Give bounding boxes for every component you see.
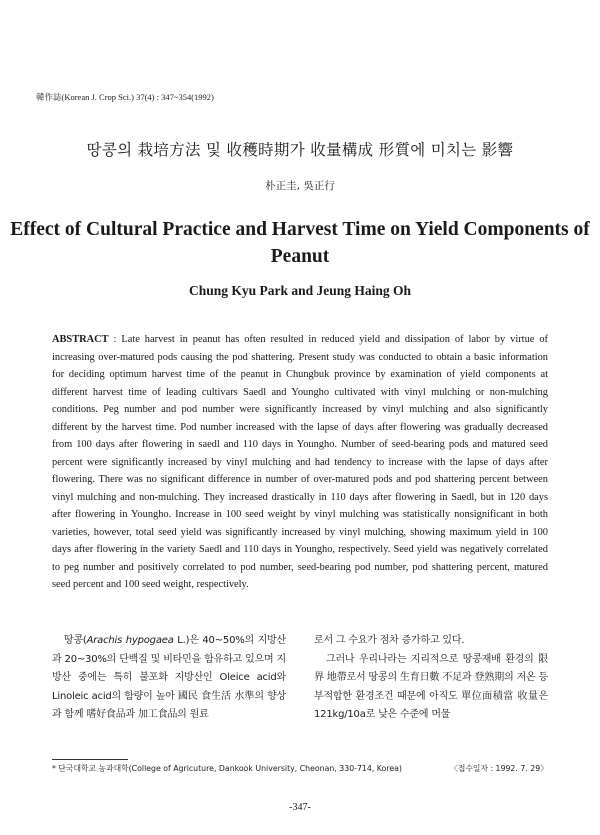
footnote-received-date: 〈접수일자 : 1992. 7. 29〉 — [450, 764, 548, 773]
footnote — [52, 763, 548, 774]
abstract — [52, 331, 548, 594]
english-title: Effect of Cultural Practice and Harvest Time on Yield Components of Peanut — [10, 219, 590, 267]
korean-title: 땅콩의 栽培方法 및 收穫時期가 收量構成 形質에 미치는 影響 — [86, 141, 514, 159]
journal-reference: 韓作誌(Korean J. Crop Sci.) 37(4) : 347~354(1992) — [36, 92, 214, 102]
body-column-right — [314, 632, 548, 725]
abstract-label: ABSTRACT — [52, 334, 109, 345]
intro-paragraph — [52, 632, 286, 725]
korean-authors: 朴正圭, 吳正行 — [265, 180, 335, 192]
intro-paragraph-continued: 로서 그 수요가 점차 증가하고 있다. — [314, 635, 465, 646]
abstract-separator: : — [108, 334, 122, 345]
scientific-name: Arachis hypogaea — [86, 635, 174, 646]
intro-text-start: 땅콩( — [64, 635, 87, 646]
footnote-affiliation: * 단국대학교 농과대학(College of Agricuture, Dankook University, Cheonan, 330-714, Korea) — [52, 764, 402, 773]
page-number: -347- — [289, 802, 311, 813]
footnote-rule — [52, 759, 128, 760]
english-authors: Chung Kyu Park and Jeung Haing Oh — [188, 283, 412, 298]
abstract-text: Late harvest in peanut has often resulted in reduced yield and dissipation of labor by virtue of increasing over-matured pods causing the pod shattering. Present study was conducted to obtain a basic information for deciding optimum harvest time of the peanut in Chungbuk province by examination of yield components at different harvest time of leading cultivars Saedl and Youngho cultivated with vinyl mulching or non-mulching conditions. Peg number and pod number were significantly increased by vinyl mulching and also significantly different by the harvest time. Pod number increased with the lapse of days after flowering was gradually decreased from 100 days after flowering in saedl and 110 days in Youngho. Number of seed-bearing pods and matured seed percent were significantly increased by vinyl mulching and had tendency to increase with the lapse of days after flowering. There was no significant difference in number of over-matured pods and pod shattering percent between vinyl mulching and non-mulching. They increased drastically in 110 days after flowering in Saedl, but in 120 days after flowering in Youngho. Increase in 100 seed weight by vinyl mulching was statistically nonsignificant in both varieties, however, total seed yield was significantly increased by vinyl mulching, showing maximum yield in 100 days after flowering in the variety Saedl and 110 days in Youngho, respectively. Seed yield was negatively correlated to peg number and positively correlated to pod number, seed-bearing pod number, pod shattering percent, matured seed percent and 100 seed weight, respectively. — [52, 334, 548, 590]
second-paragraph: 그러나 우리나라는 지리적으로 땅콩재배 환경의 限界 地帶로서 땅콩의 生育日數 不足과 登熟期의 저온 등 부적합한 환경조건 때문에 아직도 單位面積當 收量은 121kg/10a로 낮은 수준에 머물 — [314, 653, 548, 721]
intro-text-rest: L.)은 40~50%의 지방산과 20~30%의 단백질 및 비타민을 함유하고 있으며 지방산 중에는 특히 불포화 지방산인 Oleice acid와 Linoleic acid의 함량이 높아 國民 食生活 水準의 향상과 함께 嗜好食品과 加工食品의 원료 — [52, 635, 286, 721]
body-column-left — [52, 632, 286, 725]
